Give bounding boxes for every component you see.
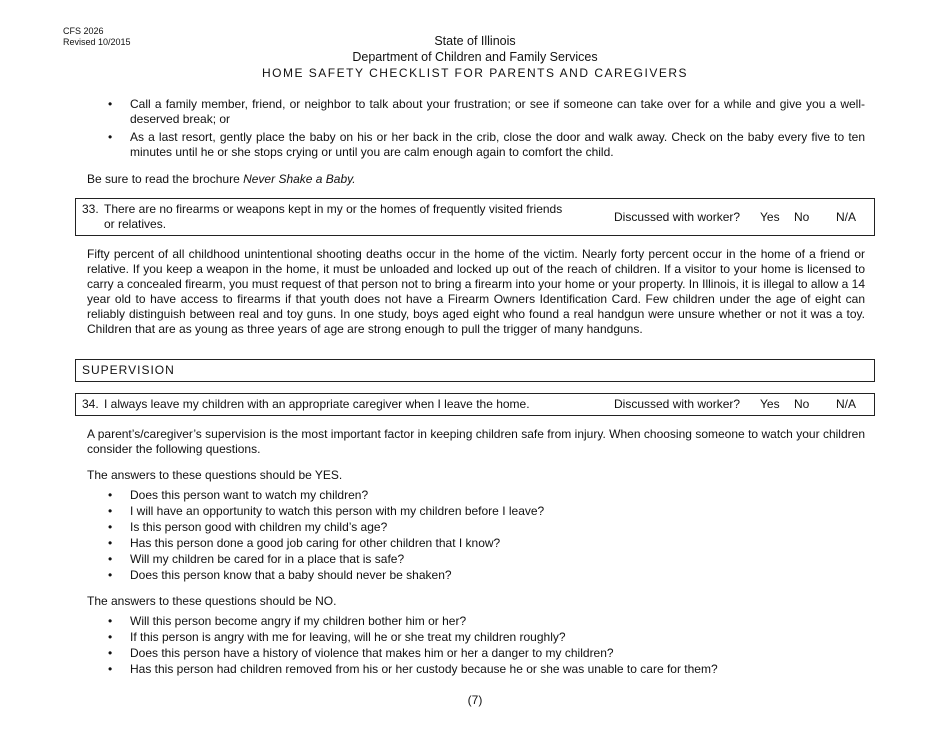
supervision-paragraph: A parent’s/caregiver’s supervision is the most important factor in keeping children safe from injury. When choosing someone to watch your children consider the following questions. (87, 427, 865, 456)
brochure-note-text: Be sure to read the brochure (87, 172, 244, 186)
no-option[interactable]: No (794, 397, 810, 411)
question-number: 34. (82, 397, 99, 411)
list-item: • Will my children be cared for in a place that is safe? (75, 551, 875, 567)
yes-option[interactable]: Yes (760, 397, 780, 411)
form-revised: Revised 10/2015 (63, 37, 131, 47)
list-item: • Has this person had children removed from his or her custody because he or she was unable to care for them? (75, 661, 875, 677)
list-item: • If this person is angry with me for leaving, will he or she treat my children roughly? (75, 629, 875, 645)
discussed-label: Discussed with worker? (614, 397, 741, 411)
discussed-label: Discussed with worker? (614, 209, 741, 224)
form-number: CFS 2026 (63, 26, 104, 36)
list-item: • Does this person want to watch my children? (75, 487, 875, 503)
na-option[interactable]: N/A (836, 397, 857, 411)
list-item: • Does this person have a history of violence that makes him or her a danger to my children? (75, 645, 875, 661)
document-header (0, 33, 950, 81)
question-text: I always leave my children with an appropriate caregiver when I leave the home. (104, 397, 530, 411)
yes-heading: The answers to these questions should be YES. (87, 468, 343, 482)
yes-option[interactable]: Yes (760, 209, 780, 224)
list-item: • Will this person become angry if my children bother him or her? (75, 613, 875, 629)
top-bullet-list (75, 97, 875, 160)
question-options (614, 397, 866, 412)
firearms-paragraph: Fifty percent of all childhood unintentional shooting deaths occur in the home of the victim. Nearly forty percent occur in the home of a friend or relative. If you keep a weapon in the home, it must be unloaded and locked up out of the reach of children. If a visitor to your home is licensed to carry a concealed firearm, you must request of that person not to bring a firearm into your home or your property. In Illinois, it is illegal to allow a 14 year old to have access to firearms if that youth does not have a Firearm Owners Identification Card. Few children under the age of eight can reliably distinguish between real and toy guns. In one study, boys aged eight who found a real handgun were unsure whether or not it was a toy. Children that are as young as three years of age are strong enough to pull the trigger of many handguns. (87, 247, 865, 336)
question-34 (75, 393, 875, 416)
question-text: There are no firearms or weapons kept in my or the homes of frequently visited friends or relatives. (104, 202, 563, 231)
brochure-note (87, 172, 875, 187)
yes-question-list (75, 487, 875, 583)
no-question-list (75, 613, 875, 677)
list-item: • I will have an opportunity to watch this person with my children before I leave? (75, 503, 875, 519)
question-options (614, 210, 866, 225)
state-name: State of Illinois (434, 34, 516, 48)
no-option[interactable]: No (794, 209, 810, 224)
no-heading: The answers to these questions should be NO. (87, 594, 337, 608)
page-content (75, 97, 875, 677)
page-number: (7) (467, 693, 483, 707)
list-item: • Call a family member, friend, or neighbor to talk about your frustration; or see if someone can take over for a while and give you a well-deserved break; or (75, 97, 875, 127)
list-item: • Does this person know that a baby should never be shaken? (75, 567, 875, 583)
list-item: • Is this person good with children my child’s age? (75, 519, 875, 535)
document-title: HOME SAFETY CHECKLIST FOR PARENTS AND CAREGIVERS (261, 66, 689, 80)
question-number: 33. (82, 202, 99, 216)
section-heading: SUPERVISION (75, 359, 875, 382)
brochure-title: Never Shake a Baby. (243, 172, 356, 186)
department-name: Department of Children and Family Services (352, 50, 598, 64)
list-item: • As a last resort, gently place the baby on his or her back in the crib, close the door and walk away. Check on the baby every five to ten minutes until he or she stops crying or until you are calm enough again to comfort the child. (75, 130, 875, 160)
na-option[interactable]: N/A (836, 209, 857, 224)
question-33 (75, 198, 875, 236)
list-item: • Has this person done a good job caring for other children that I know? (75, 535, 875, 551)
